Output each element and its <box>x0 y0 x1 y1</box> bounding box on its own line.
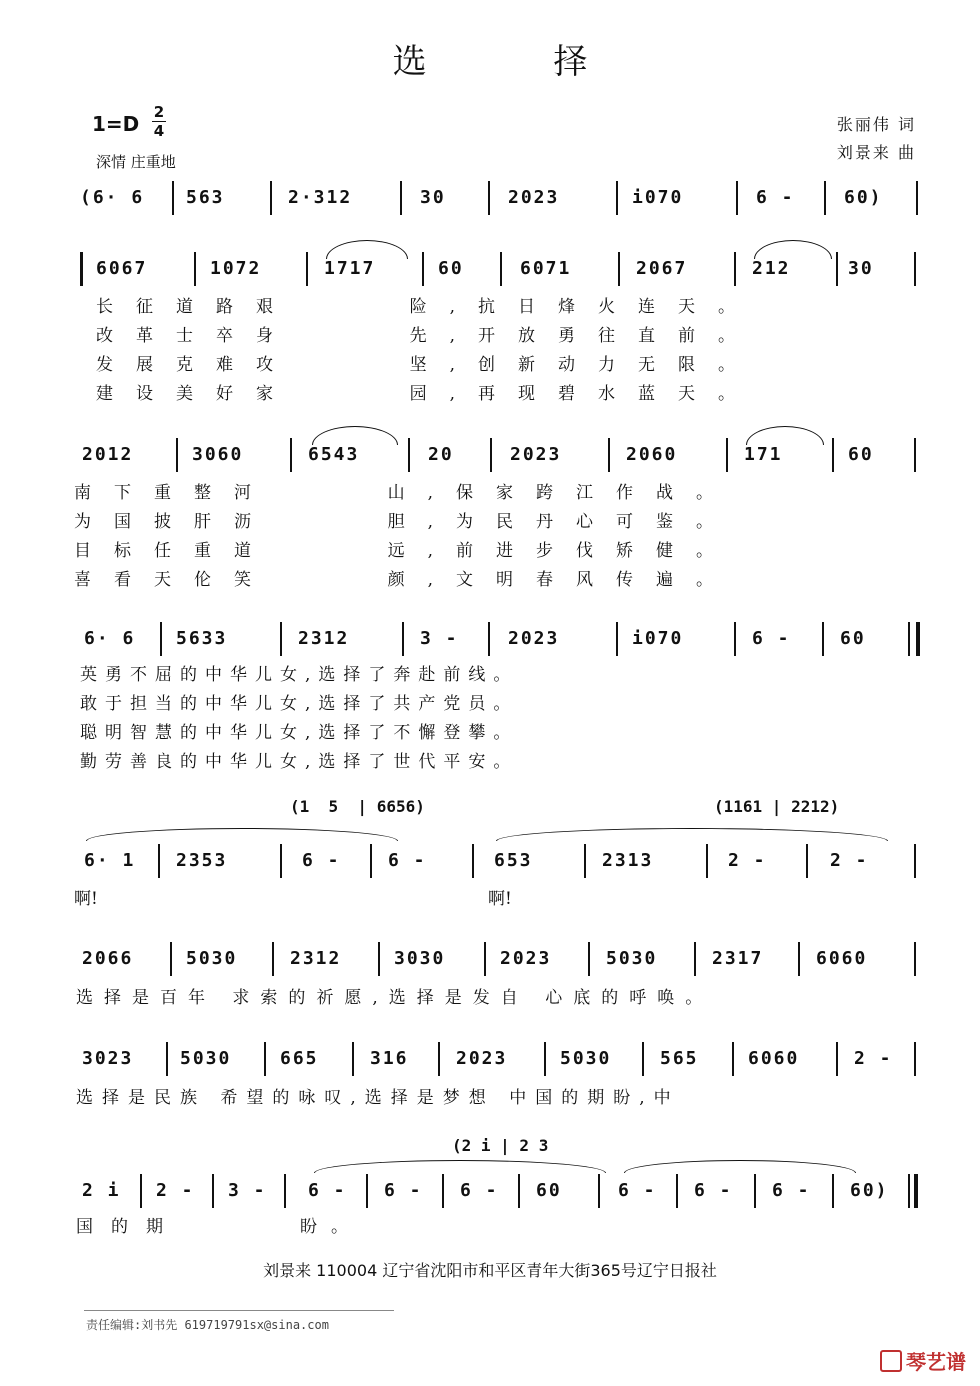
barline <box>806 844 808 878</box>
verse-1-line: 南下重整河 山,保家跨江作战。 <box>74 483 737 503</box>
measure: 3060 <box>192 444 244 465</box>
slur <box>496 828 888 841</box>
barline <box>616 622 618 656</box>
barline <box>616 181 618 215</box>
time-signature <box>152 103 166 140</box>
barline <box>402 622 404 656</box>
barline <box>212 1174 214 1208</box>
measure: 60 <box>438 258 464 279</box>
repeat-end-thick <box>916 622 920 656</box>
barline <box>584 844 586 878</box>
measure: 6 - <box>752 628 791 649</box>
barline <box>676 1174 678 1208</box>
barline <box>422 252 424 286</box>
measure: 2 i <box>82 1180 121 1201</box>
measure: 30 <box>420 187 446 208</box>
barline <box>306 252 308 286</box>
author-address: 刘景来 110004 辽宁省沈阳市和平区青年大街365号辽宁日报社 <box>263 1261 717 1280</box>
barline <box>438 1042 440 1076</box>
measure: 2066 <box>82 948 134 969</box>
barline <box>160 622 162 656</box>
measure: 5030 <box>606 948 658 969</box>
measure: i070 <box>632 628 684 649</box>
lyric-line-7: 选择是民族 希望的咏叹,选择是梦想 中国的期盼,中 <box>76 1088 680 1108</box>
barline <box>166 1042 168 1076</box>
tempo-marking: 深情 庄重地 <box>96 153 176 171</box>
measure: 2312 <box>298 628 350 649</box>
slur <box>624 1160 856 1173</box>
measure: 2023 <box>508 628 560 649</box>
slur <box>312 426 398 445</box>
barline <box>694 942 696 976</box>
barline <box>194 252 196 286</box>
measure: 2 - <box>728 850 767 871</box>
barline <box>642 1042 644 1076</box>
barline <box>732 1042 734 1076</box>
barline <box>270 181 272 215</box>
measure: 5633 <box>176 628 228 649</box>
measure: 6 - <box>384 1180 423 1201</box>
measure: 316 <box>370 1048 409 1069</box>
measure: 563 <box>186 187 225 208</box>
measure: 6067 <box>96 258 148 279</box>
staff-row-3 <box>80 444 920 474</box>
measure: 3 - <box>420 628 459 649</box>
barline <box>490 438 492 472</box>
barline <box>488 181 490 215</box>
measure: 3030 <box>394 948 446 969</box>
barline <box>280 622 282 656</box>
measure: 5030 <box>186 948 238 969</box>
barline <box>518 1174 520 1208</box>
time-bottom: 4 <box>153 122 165 140</box>
repeat-start <box>80 252 83 286</box>
barline <box>158 844 160 878</box>
measure: 2012 <box>82 444 134 465</box>
verse-1-line: 英勇不屈的中华儿女,选择了奔赴前线。 <box>80 665 519 685</box>
measure: 665 <box>280 1048 319 1069</box>
measure: 212 <box>752 258 791 279</box>
time-top: 2 <box>153 103 165 121</box>
barline <box>290 438 292 472</box>
measure: 5030 <box>180 1048 232 1069</box>
barline <box>284 1174 286 1208</box>
lyric-line-8b: 盼。 <box>300 1217 362 1237</box>
measure: 1717 <box>324 258 376 279</box>
verse-3-line: 发展克难攻 坚,创新动力无限。 <box>96 355 759 375</box>
measure: 2313 <box>602 850 654 871</box>
measure: 2317 <box>712 948 764 969</box>
measure: 6 - <box>388 850 427 871</box>
verse-2-line: 为国披肝沥 胆,为民丹心可鉴。 <box>74 512 737 532</box>
lyric-ah-2: 啊! <box>488 889 512 909</box>
measure: 6 - <box>756 187 795 208</box>
measure: 6 - <box>302 850 341 871</box>
counter-melody-3: (2 i | 2 3 <box>452 1136 549 1155</box>
barline <box>264 1042 266 1076</box>
counter-melody-2: (1161 | 2212) <box>714 797 840 816</box>
verse-1-line: 长征道路艰 险,抗日烽火连天。 <box>96 297 759 317</box>
barline <box>832 438 834 472</box>
measure: 6· 1 <box>84 850 136 871</box>
staff-row-4 <box>80 628 920 658</box>
barline <box>754 1174 756 1208</box>
measure: (6· 6 <box>80 187 145 208</box>
measure: 653 <box>494 850 533 871</box>
barline <box>370 844 372 878</box>
barline <box>272 942 274 976</box>
slur <box>314 1160 606 1173</box>
barline <box>798 942 800 976</box>
barline <box>618 252 620 286</box>
barline <box>706 844 708 878</box>
barline <box>914 844 916 878</box>
measure: 2353 <box>176 850 228 871</box>
barline <box>836 1042 838 1076</box>
verse-3-line: 目标任重道 远,前进步伐矫健。 <box>74 541 737 561</box>
divider <box>84 1310 394 1311</box>
measure: 6060 <box>748 1048 800 1069</box>
measure: 6071 <box>520 258 572 279</box>
barline <box>500 252 502 286</box>
staff-row-1 <box>80 187 920 217</box>
composer: 刘景来 曲 <box>836 143 916 162</box>
barline <box>598 1174 600 1208</box>
staff-row-5 <box>80 850 920 880</box>
measure: 6 - <box>308 1180 347 1201</box>
staff-row-6 <box>80 948 920 978</box>
barline <box>836 252 838 286</box>
site-logo[interactable] <box>880 1346 966 1375</box>
lyric-line-6: 选择是百年 求索的祈愿,选择是发自 心底的呼唤。 <box>76 988 714 1008</box>
verse-2-line: 改革士卒身 先,开放勇往直前。 <box>96 326 759 346</box>
barline <box>544 1042 546 1076</box>
lyric-line-8a: 国的期 <box>76 1217 181 1237</box>
measure: 6 - <box>460 1180 499 1201</box>
barline <box>408 438 410 472</box>
barline <box>172 181 174 215</box>
measure: 60 <box>840 628 866 649</box>
measure: 20 <box>428 444 454 465</box>
measure: 6 - <box>618 1180 657 1201</box>
measure: 60) <box>844 187 883 208</box>
measure: 2060 <box>626 444 678 465</box>
barline <box>442 1174 444 1208</box>
measure: 60 <box>848 444 874 465</box>
barline <box>608 438 610 472</box>
verse-3-line: 聪明智慧的中华儿女,选择了不懈登攀。 <box>80 723 519 743</box>
measure: 5030 <box>560 1048 612 1069</box>
barline <box>484 942 486 976</box>
staff-row-7 <box>80 1048 920 1078</box>
barline <box>914 942 916 976</box>
counter-melody-1: (1 5 | 6656) <box>290 797 425 816</box>
measure: 6 - <box>694 1180 733 1201</box>
barline <box>734 622 736 656</box>
barline <box>140 1174 142 1208</box>
logo-text: 琴艺谱 <box>906 1350 966 1374</box>
measure: 2 - <box>156 1180 195 1201</box>
barline <box>914 1042 916 1076</box>
measure: 6 - <box>772 1180 811 1201</box>
barline <box>280 844 282 878</box>
verse-4-line: 建设美好家 园,再现碧水蓝天。 <box>96 384 759 404</box>
measure: 565 <box>660 1048 699 1069</box>
measure: 30 <box>848 258 874 279</box>
lyricist: 张丽伟 词 <box>836 115 916 134</box>
measure: 6· 6 <box>84 628 136 649</box>
barline <box>176 438 178 472</box>
measure: 60) <box>850 1180 889 1201</box>
staff-row-8 <box>80 1180 920 1210</box>
barline <box>378 942 380 976</box>
measure: 1072 <box>210 258 262 279</box>
barline <box>916 181 918 215</box>
measure: 2023 <box>500 948 552 969</box>
barline <box>352 1042 354 1076</box>
editor-credit: 责任编辑:刘书先 619719791sx@sina.com <box>86 1318 329 1332</box>
measure: 2023 <box>510 444 562 465</box>
lyric-ah-1: 啊! <box>74 889 98 909</box>
measure: 2023 <box>508 187 560 208</box>
slur <box>746 426 824 445</box>
barline <box>726 438 728 472</box>
measure: 2 - <box>854 1048 893 1069</box>
verse-4-line: 勤劳善良的中华儿女,选择了世代平安。 <box>80 752 519 772</box>
barline <box>824 181 826 215</box>
barline <box>734 252 736 286</box>
barline <box>170 942 172 976</box>
verse-2-line: 敢于担当的中华儿女,选择了共产党员。 <box>80 694 519 714</box>
staff-row-2 <box>80 258 920 288</box>
barline <box>914 438 916 472</box>
barline <box>366 1174 368 1208</box>
barline <box>914 252 916 286</box>
logo-icon <box>880 1350 902 1372</box>
measure: 2·312 <box>288 187 353 208</box>
barline <box>488 622 490 656</box>
measure: 2312 <box>290 948 342 969</box>
song-title: 选 择 <box>392 42 646 82</box>
key-signature: 1=D <box>92 112 140 136</box>
measure: 6543 <box>308 444 360 465</box>
repeat-end <box>908 622 910 656</box>
verse-4-line: 喜看天伦笑 颜,文明春风传遍。 <box>74 570 737 590</box>
barline <box>400 181 402 215</box>
measure: 171 <box>744 444 783 465</box>
barline <box>472 844 474 878</box>
measure: 6060 <box>816 948 868 969</box>
measure: 60 <box>536 1180 562 1201</box>
barline <box>822 622 824 656</box>
final-barline-thick <box>914 1174 918 1208</box>
measure: 3023 <box>82 1048 134 1069</box>
measure: i070 <box>632 187 684 208</box>
slur <box>86 828 398 841</box>
measure: 2023 <box>456 1048 508 1069</box>
barline <box>832 1174 834 1208</box>
measure: 3 - <box>228 1180 267 1201</box>
measure: 2 - <box>830 850 869 871</box>
slur <box>754 240 832 259</box>
final-barline <box>908 1174 910 1208</box>
barline <box>736 181 738 215</box>
measure: 2067 <box>636 258 688 279</box>
barline <box>588 942 590 976</box>
slur <box>326 240 408 259</box>
